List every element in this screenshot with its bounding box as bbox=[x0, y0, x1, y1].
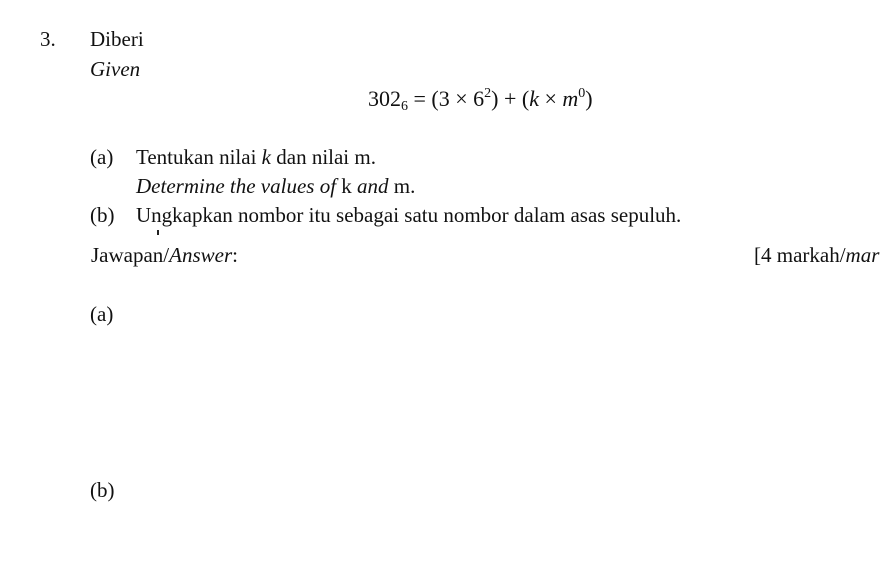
part-a-text-en bbox=[136, 174, 415, 198]
answer-a-label: (a) bbox=[90, 302, 114, 326]
equation-var-m: m bbox=[562, 86, 579, 111]
equation-part1: = (3 × 6 bbox=[408, 86, 485, 111]
equation-exponent-1: 2 bbox=[484, 86, 492, 101]
part-a-label: (a) bbox=[90, 145, 114, 169]
answer-b-label: (b) bbox=[90, 478, 115, 502]
part-a-ms-pre: Tentukan nilai bbox=[136, 145, 262, 169]
given-label-en: Given bbox=[90, 57, 141, 81]
equation-var-k: k bbox=[529, 86, 539, 111]
part-a-ms-post: dan nilai m. bbox=[271, 145, 376, 169]
answer-label-ms: Jawapan/ bbox=[91, 243, 170, 267]
part-a-en-and: and bbox=[351, 174, 394, 198]
equation-base-number: 302 bbox=[368, 86, 401, 111]
part-b-label: (b) bbox=[90, 203, 115, 227]
equation-times: × bbox=[538, 86, 563, 111]
part-a-en-pre: Determine the values of bbox=[136, 174, 342, 198]
part-a-en-k: k bbox=[341, 174, 352, 198]
given-label-ms: Diberi bbox=[90, 27, 144, 51]
equation-close: ) bbox=[585, 86, 593, 111]
part-a-en-m: m. bbox=[393, 174, 416, 198]
part-a-ms-k: k bbox=[261, 145, 271, 169]
equation bbox=[368, 86, 593, 115]
marks-label-ms: [4 markah/ bbox=[754, 243, 846, 267]
answer-label bbox=[91, 243, 238, 267]
equation-part2: ) + ( bbox=[491, 86, 530, 111]
part-a-text-ms bbox=[136, 145, 376, 169]
question-number: 3. bbox=[40, 27, 56, 51]
equation-base-subscript: 6 bbox=[401, 99, 408, 114]
part-b-text-ms: Ungkapkan nombor itu sebagai satu nombor dalam asas sepuluh. bbox=[136, 203, 682, 227]
equation-exponent-2: 0 bbox=[578, 86, 586, 101]
stray-mark bbox=[157, 230, 159, 235]
marks-label bbox=[754, 243, 879, 267]
answer-label-colon: : bbox=[232, 243, 238, 267]
answer-label-en: Answer bbox=[169, 243, 233, 267]
marks-label-en: mar bbox=[845, 243, 880, 267]
